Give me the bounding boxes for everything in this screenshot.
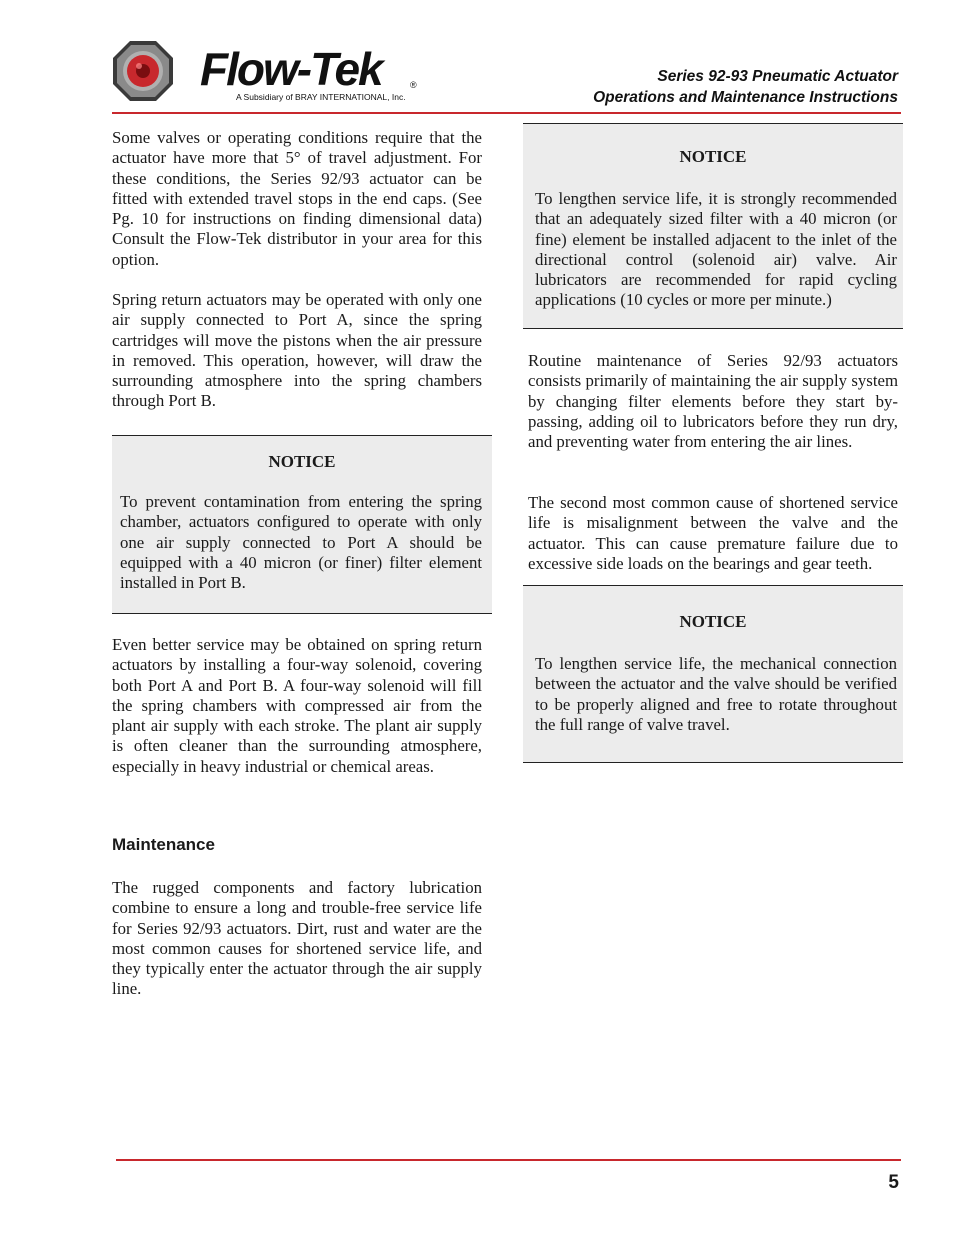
left-paragraph-maintenance: The rugged components and factory lubrication combine to ensure a long and trouble-free service life for Series 92/93 actuators. Dirt, rust and water are the most common causes for shortened service life, and they typically enter the actuator through the air supply line. bbox=[112, 878, 482, 999]
left-paragraph-spring-return: Spring return actuators may be operated with only one air supply connected to Port A, since the spring cartridges will move the pistons when the air pressure in removed. This operation, however, will draw the surrounding atmosphere into the spring chambers through Port B. bbox=[112, 290, 482, 411]
flowtek-logo-icon bbox=[112, 40, 174, 102]
document-subtitle: Operations and Maintenance Instructions bbox=[593, 89, 898, 106]
notice-title: NOTICE bbox=[679, 147, 747, 166]
subsidiary-text: A Subsidiary of BRAY INTERNATIONAL, Inc. bbox=[236, 92, 406, 102]
right-paragraph-misalignment: The second most common cause of shortened service life is misalignment between the valve and the actuator. This can cause premature failure due to excessive side loads on the bearings and gear teeth. bbox=[528, 493, 898, 573]
notice-title: NOTICE bbox=[268, 452, 336, 471]
footer-divider bbox=[116, 1159, 901, 1161]
section-title-maintenance: Maintenance bbox=[112, 835, 215, 854]
left-paragraph-travel-adjustment: Some valves or operating conditions require that the actuator have more that 5° of travel adjustment. For these conditions, the Series 92/93 actuator can be fitted with extended travel stops in the end caps. (See Pg. 10 for instructions on finding dimensional data) Consult the Flow-Tek distributor in your area for this option. bbox=[112, 128, 482, 269]
notice-text: To lengthen service life, the mechanical connection between the actuator and the valve should be verified to be properly aligned and free to rotate throughout the full range of valve travel. bbox=[535, 654, 897, 734]
brand-wordmark: Flow-Tek bbox=[200, 43, 382, 95]
document-series-title: Series 92-93 Pneumatic Actuator bbox=[657, 68, 898, 85]
left-paragraph-four-way-solenoid: Even better service may be obtained on spring return actuators by installing a four-way solenoid, covering both Port A and Port B. A four-way solenoid will fill the spring chambers with compressed air from the plant air supply with each stroke. The plant air supply is often cleaner than the surrounding atmosphere, especially in heavy industrial or chemical areas. bbox=[112, 635, 482, 776]
page-number: 5 bbox=[888, 1172, 899, 1193]
notice-text: To prevent contamination from entering the spring chamber, actuators configured to operate with only one air supply connected to Port A should be equipped with a 40 micron (or finer) filter element installed in Port B. bbox=[120, 492, 482, 593]
right-paragraph-routine-maintenance: Routine maintenance of Series 92/93 actuators consists primarily of maintaining the air supply system by changing filter elements before they start by-passing, adding oil to lubricators before they run dry, and preventing water from entering the air lines. bbox=[528, 351, 898, 452]
registered-mark: ® bbox=[410, 80, 417, 90]
notice-text: To lengthen service life, it is strongly recommended that an adequately sized filter with a 40 micron (or fine) element be installed adjacent to the inlet of the directional control (solenoid air) valve. Air lubricators are recommended for rapid cycling applications (10 cycles or more per minute.) bbox=[535, 189, 897, 310]
header-divider bbox=[112, 112, 901, 114]
notice-box-filter bbox=[523, 123, 903, 329]
notice-title: NOTICE bbox=[679, 612, 747, 631]
notice-box-alignment bbox=[523, 585, 903, 763]
notice-box-spring-chamber bbox=[112, 435, 492, 614]
